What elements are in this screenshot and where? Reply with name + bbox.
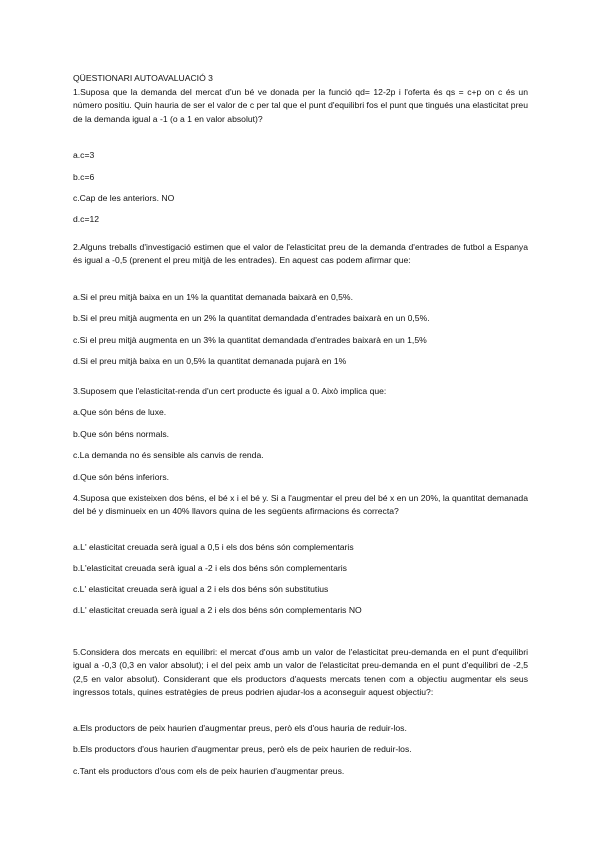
question-2-option-c: c.Si el preu mitjà augmenta en un 3% la quantitat demandada d'entrades baixarà en un 1,5%: [73, 335, 427, 345]
question-1-text: 1.Suposa que la demanda del mercat d'un bé ve donada per la funció qd= 12-2p i l'oferta és qs = c+p on c és un número positiu. Quin hauria de ser el valor de c per tal que el punt d'equilibri fos el punt que tingués una elasticitat preu de la demanda igual a -1 (o a 1 en valor absolut)?: [73, 87, 528, 124]
question-5-option-a: a.Els productors de peix haurien d'augmentar preus, però els d'ous hauria de reduir-los.: [73, 723, 407, 733]
question-1-option-d: d.c=12: [73, 214, 100, 224]
question-1-option-b: b.c=6: [73, 172, 95, 182]
question-2-option-b: b.Si el preu mitjà augmenta en un 2% la quantitat demandada d'entrades baixarà en un 0,5%.: [73, 313, 430, 323]
question-3-option-c: c.La demanda no és sensible als canvis de renda.: [73, 450, 264, 460]
question-4-option-c: c.L' elasticitat creuada serà igual a 2 i els dos béns són substitutius: [73, 584, 329, 594]
question-5-option-b: b.Els productors d'ous haurien d'augmentar preus, però els de peix haurien de reduir-los.: [73, 744, 412, 754]
question-2-text: 2.Alguns treballs d'investigació estimen que el valor de l'elasticitat preu de la demanda d'entrades de futbol a Espanya és igual a -0,5 (prenent el preu mitjà de les entrades). En aquest cas podem afirmar que:: [73, 242, 528, 266]
question-2-option-a: a.Si el preu mitjà baixa en un 1% la quantitat demanada baixarà en 0,5%.: [73, 292, 353, 302]
question-3-text: 3.Suposem que l'elasticitat-renda d'un cert producte és igual a 0. Això implica que:: [73, 386, 387, 396]
question-5-option-c: c.Tant els productors d'ous com els de peix haurien d'augmentar preus.: [73, 766, 345, 776]
question-3-option-a: a.Que són béns de luxe.: [73, 407, 167, 417]
question-4-option-a: a.L' elasticitat creuada serà igual a 0,5 i els dos béns són complementaris: [73, 542, 354, 552]
question-1-option-c: c.Cap de les anteriors. NO: [73, 193, 175, 203]
question-4-option-b: b.L'elasticitat creuada serà igual a -2 i els dos béns són complementaris: [73, 563, 347, 573]
question-4-option-d: d.L' elasticitat creuada serà igual a 2 i els dos béns són complementaris NO: [73, 605, 362, 615]
question-2-option-d: d.Si el preu mitjà baixa en un 0,5% la quantitat demanada pujarà en 1%: [73, 356, 347, 366]
question-4-text: 4.Suposa que existeixen dos béns, el bé x i el bé y. Si a l'augmentar el preu del bé x en un 20%, la quantitat demanada del bé y disminueix en un 40% llavors quina de les següents afirmacions és correcta?: [73, 493, 528, 517]
question-5-text: 5.Considera dos mercats en equilibri: el mercat d'ous amb un valor de l'elasticitat preu-demanda en el punt d'equilibri igual a -0,3 (0,3 en valor absolut); i el del peix amb un valor de l'elasticitat preu-demanda en el punt d'equilibri de -2,5 (2,5 en valor absolut). Considerant que els productors d'aquests mercats tenen com a objectiu augmentar els seus ingressos totals, quines estratègies de preus podrien ajudar-los a aconseguir aquest objectiu?:: [73, 647, 528, 697]
question-1-option-a: a.c=3: [73, 150, 95, 160]
document-title: QÜESTIONARI AUTOAVALUACIÓ 3: [73, 73, 213, 83]
question-3-option-b: b.Que són béns normals.: [73, 429, 170, 439]
question-3-option-d: d.Que són béns inferiors.: [73, 472, 170, 482]
